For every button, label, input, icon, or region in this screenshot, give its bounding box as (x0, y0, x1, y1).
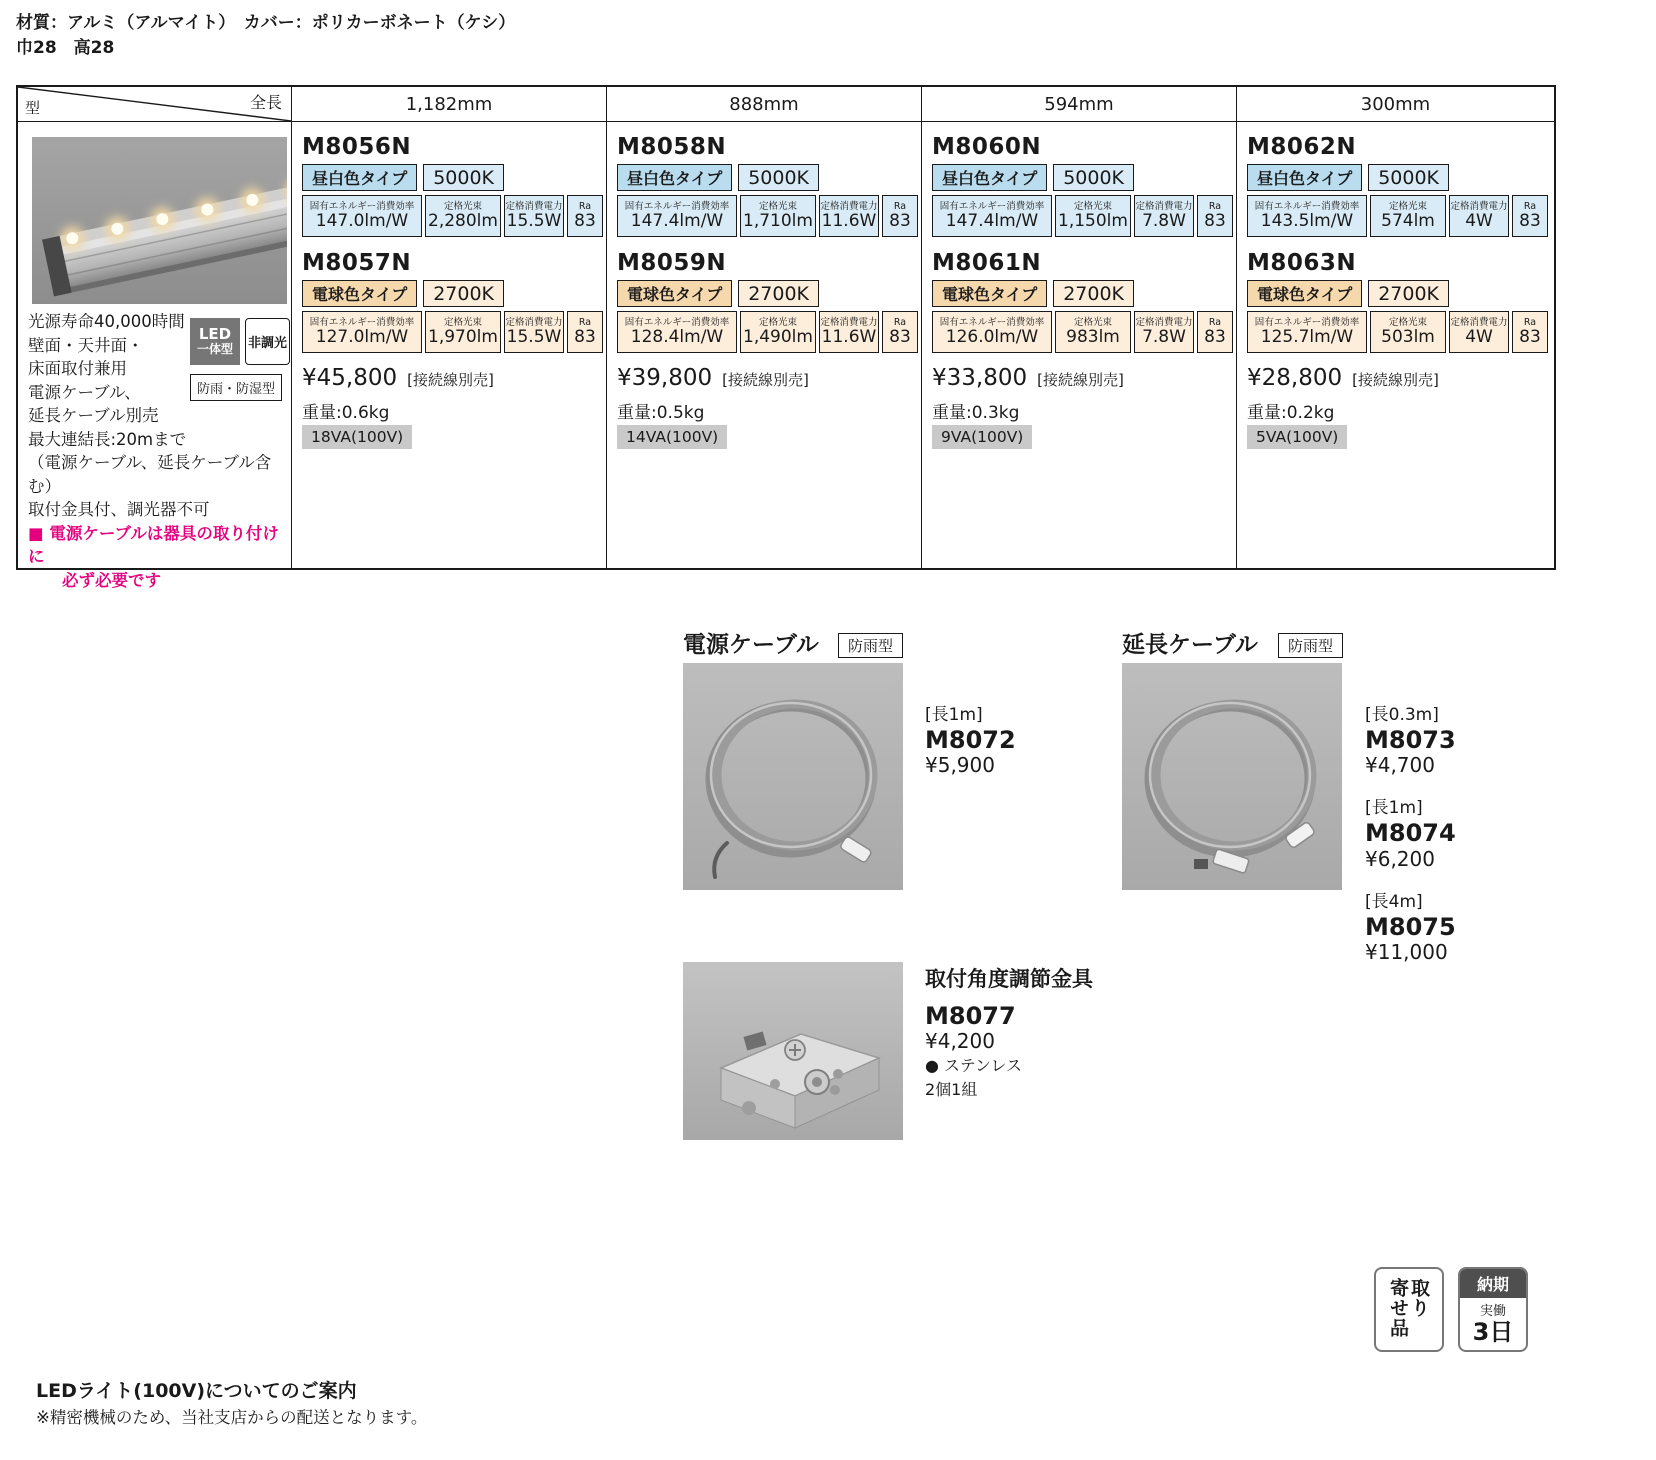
color-type-row (617, 164, 819, 191)
rainproof-badge: 防雨型 (1278, 633, 1343, 658)
va-badge: 5VA(100V) (1247, 425, 1347, 449)
spec-value: 125.7lm/W (1260, 326, 1354, 347)
spec-label: 定格消費電力 (505, 316, 563, 328)
spec-flux (1055, 311, 1131, 353)
spec-power (1449, 311, 1509, 353)
color-temp-value: 5000K (1368, 164, 1449, 191)
spec-efficiency (302, 195, 422, 237)
spec-value: 1,970lm (428, 326, 498, 347)
price-note: [接続線別売] (1352, 371, 1439, 389)
spec-ra (1512, 195, 1548, 237)
accessory-price: ¥4,700 (1365, 753, 1435, 778)
spec-label: 固有エネルギー消費効率 (624, 316, 730, 328)
spec-flux (425, 311, 501, 353)
spec-flux (1370, 195, 1446, 237)
corner-model-label: 型 (25, 99, 41, 117)
accessory-price: ¥11,000 (1365, 940, 1448, 965)
color-temp-value: 2700K (738, 280, 819, 307)
va-badge: 14VA(100V) (617, 425, 727, 449)
spec-value: 83 (1204, 210, 1226, 231)
color-type-badge: 電球色タイプ (1247, 280, 1362, 307)
spec-label: 定格光束 (443, 200, 482, 212)
delivery-days: 3日 (1472, 1318, 1514, 1346)
price: ¥39,800 (617, 365, 713, 391)
spec-value: 147.4lm/W (945, 210, 1039, 231)
spec-label: 固有エネルギー消費効率 (309, 200, 415, 212)
spec-ra (1197, 311, 1233, 353)
spec-value: 83 (574, 326, 596, 347)
accessory-item (1365, 700, 1456, 778)
color-temp-value: 2700K (1053, 280, 1134, 307)
spec-value: 4W (1465, 326, 1493, 347)
rainproof-badge: 防雨型 (838, 633, 903, 658)
spec-power (504, 311, 564, 353)
cable-length: [長1m] (1365, 798, 1423, 819)
price-row (932, 365, 1124, 391)
price: ¥28,800 (1247, 365, 1343, 391)
led-bar-photo (32, 137, 287, 304)
spec-row (932, 195, 1233, 237)
price: ¥45,800 (302, 365, 398, 391)
spec-row (302, 311, 603, 353)
model-number: M8061N (932, 250, 1042, 276)
spec-label: 定格消費電力 (820, 200, 878, 212)
description-line: 延長ケーブル別売 (28, 406, 159, 425)
spec-value: 983lm (1066, 326, 1120, 347)
color-type-row (932, 280, 1134, 307)
spec-flux (740, 311, 816, 353)
spec-label: 定格消費電力 (1135, 316, 1193, 328)
material-line: 材質：アルミ（アルマイト） カバー：ポリカーボネート（ケシ） (16, 13, 516, 33)
spec-ra (1197, 195, 1233, 237)
spec-value: 2,280lm (428, 210, 498, 231)
spec-value: 1,710lm (743, 210, 813, 231)
color-type-row (617, 280, 819, 307)
spec-label: Ra (1208, 200, 1222, 212)
spec-value: 126.0lm/W (945, 326, 1039, 347)
spec-label: 定格光束 (758, 316, 797, 328)
color-type-badge: 電球色タイプ (617, 280, 732, 307)
cable-length: [長1m] (925, 705, 983, 725)
length-header: 888mm (607, 87, 922, 122)
length-header: 300mm (1237, 87, 1554, 122)
model-number: M8062N (1247, 134, 1357, 160)
weight: 重量:0.3kg (932, 403, 1020, 423)
accessory-price: ¥5,900 (925, 753, 995, 778)
cable-length: [長0.3m] (1365, 705, 1439, 725)
extension-cable-title: 延長ケーブル (1122, 632, 1258, 658)
spec-label: 定格光束 (1073, 316, 1112, 328)
model-number: M8060N (932, 134, 1042, 160)
spec-value: 15.5W (506, 326, 562, 347)
spec-label: Ra (1523, 316, 1537, 328)
spec-value: 147.0lm/W (315, 210, 409, 231)
spec-label: 定格消費電力 (1450, 200, 1508, 212)
spec-power (1134, 311, 1194, 353)
accessory-price: ¥4,200 (925, 1029, 995, 1054)
spec-flux (740, 195, 816, 237)
accessory-item (1365, 793, 1456, 871)
spec-value: 83 (1204, 326, 1226, 347)
description-line: 取付金具付、調光器不可 (28, 500, 210, 519)
product-column-300mm (1237, 122, 1554, 568)
spec-value: 83 (1519, 210, 1541, 231)
led-badge-line2: 一体型 (196, 342, 233, 357)
color-type-badge: 昼白色タイプ (1247, 164, 1362, 191)
bracket-set: 2個1組 (925, 1079, 978, 1099)
spec-power (504, 195, 564, 237)
price-note: [接続線別売] (407, 371, 494, 389)
spec-label: 固有エネルギー消費効率 (939, 316, 1045, 328)
spec-value: 83 (889, 326, 911, 347)
extension-cable-info (1365, 700, 1456, 980)
spec-label: 定格光束 (1388, 200, 1427, 212)
spec-label: 固有エネルギー消費効率 (309, 316, 415, 328)
description-line: 壁面・天井面・ (28, 335, 144, 355)
dimensions-line: 巾28 高28 (16, 38, 115, 58)
model-number: M8056N (302, 134, 412, 160)
spec-value: 1,150lm (1058, 210, 1128, 231)
spec-value: 1,490lm (743, 326, 813, 347)
color-type-badge: 電球色タイプ (932, 280, 1047, 307)
color-temp-value: 5000K (738, 164, 819, 191)
product-spec-table (16, 85, 1556, 590)
delivery-sub: 実働 (1479, 1304, 1506, 1319)
color-type-row (302, 280, 504, 307)
spec-efficiency (932, 195, 1052, 237)
spec-flux (425, 195, 501, 237)
cable-length: [長4m] (1365, 891, 1423, 912)
spec-efficiency (617, 195, 737, 237)
led-notice-title: LEDライト(100V)についてのご案内 (36, 1380, 357, 1402)
spec-label: 定格光束 (443, 316, 482, 328)
bracket-title: 取付角度調節金具 (925, 967, 1093, 991)
spec-value: 128.4lm/W (630, 326, 724, 347)
spec-row (932, 311, 1233, 353)
spec-flux (1055, 195, 1131, 237)
bracket-photo (683, 962, 903, 1140)
spec-value: 11.6W (821, 210, 877, 231)
spec-power (1134, 195, 1194, 237)
description-line: 床面取付兼用 (28, 359, 127, 378)
spec-value: 147.4lm/W (630, 210, 724, 231)
length-header: 594mm (922, 87, 1237, 122)
spec-label: Ra (578, 316, 592, 328)
length-header: 1,182mm (292, 87, 607, 122)
spec-value: 7.8W (1142, 210, 1186, 231)
spec-value: 574lm (1381, 210, 1435, 231)
spec-power (819, 311, 879, 353)
spec-value: 127.0lm/W (315, 326, 409, 347)
weatherproof-badge: 防雨・防湿型 (190, 374, 282, 401)
spec-label: 定格光束 (1388, 316, 1427, 328)
accessory-model: M8072 (925, 726, 1016, 754)
color-type-row (932, 164, 1134, 191)
spec-ra (567, 311, 603, 353)
color-temp-value: 2700K (1368, 280, 1449, 307)
spec-label: 定格光束 (758, 200, 797, 212)
accessory-model: M8077 (925, 1002, 1016, 1030)
color-type-badge: 昼白色タイプ (617, 164, 732, 191)
spec-value: 83 (574, 210, 596, 231)
spec-label: Ra (1208, 316, 1222, 328)
price-row (302, 365, 494, 391)
spec-label: Ra (893, 316, 907, 328)
spec-efficiency (302, 311, 422, 353)
spec-row (617, 311, 918, 353)
accessory-model: M8073 (1365, 726, 1456, 754)
description-line: 光源寿命40,000時間 (28, 312, 185, 331)
color-type-row (1247, 280, 1449, 307)
spec-ra (882, 311, 918, 353)
bracket-info (925, 963, 1093, 1101)
spec-label: 定格光束 (1073, 200, 1112, 212)
accessory-item (1365, 887, 1456, 965)
spec-value: 83 (889, 210, 911, 231)
product-description (28, 310, 288, 592)
color-type-badge: 電球色タイプ (302, 280, 417, 307)
price-row (617, 365, 809, 391)
spec-value: 7.8W (1142, 326, 1186, 347)
spec-ra (567, 195, 603, 237)
backorder-badge (1374, 1267, 1444, 1352)
spec-flux (1370, 311, 1446, 353)
weight: 重量:0.6kg (302, 403, 390, 423)
description-line: 最大連結長:20mまで (28, 429, 187, 449)
cable-required-note: 必ず必要です (62, 570, 161, 590)
delivery-header: 納期 (1460, 1269, 1526, 1298)
spec-value: 15.5W (506, 210, 562, 231)
power-cable-title: 電源ケーブル (683, 632, 819, 658)
spec-label: Ra (578, 200, 592, 212)
spec-label: Ra (1523, 200, 1537, 212)
weight: 重量:0.5kg (617, 403, 705, 423)
led-notice-body: ※精密機械のため、当社支店からの配送となります。 (36, 1408, 428, 1427)
product-info-cell (18, 122, 292, 590)
model-number: M8058N (617, 134, 727, 160)
price-note: [接続線別売] (1037, 371, 1124, 389)
spec-power (819, 195, 879, 237)
spec-row (1247, 195, 1548, 237)
color-temp-value: 5000K (423, 164, 504, 191)
description-line: （電源ケーブル、延長ケーブル含む） (28, 453, 272, 496)
bracket-material: ● ステンレス (925, 1056, 1023, 1076)
spec-label: 定格消費電力 (505, 200, 563, 212)
power-cable-photo (683, 663, 903, 890)
spec-row (1247, 311, 1548, 353)
spec-value: 503lm (1381, 326, 1435, 347)
description-line: 電源ケーブル、 (28, 382, 141, 402)
color-temp-value: 2700K (423, 280, 504, 307)
spec-label: 定格消費電力 (1135, 200, 1193, 212)
delivery-badge (1458, 1267, 1528, 1352)
model-number: M8057N (302, 250, 412, 276)
non-dimming-badge: 非調光 (245, 318, 290, 365)
accessory-model: M8074 (1365, 819, 1456, 848)
spec-label: 定格消費電力 (820, 316, 878, 328)
spec-label: 固有エネルギー消費効率 (624, 200, 730, 212)
model-number: M8059N (617, 250, 727, 276)
accessory-item (925, 700, 1016, 778)
model-number: M8063N (1247, 250, 1357, 276)
led-badge-line1: LED (198, 325, 232, 344)
product-column-594mm (922, 122, 1237, 568)
backorder-text: 取り (1408, 1278, 1430, 1318)
corner-length-label: 全長 (249, 93, 282, 112)
spec-ra (1512, 311, 1548, 353)
spec-label: 固有エネルギー消費効率 (939, 200, 1045, 212)
price: ¥33,800 (932, 365, 1028, 391)
backorder-text: 寄せ品 (1387, 1278, 1409, 1338)
price-row (1247, 365, 1439, 391)
spec-ra (882, 195, 918, 237)
va-badge: 9VA(100V) (932, 425, 1032, 449)
spec-value: 83 (1519, 326, 1541, 347)
extension-cable-photo (1122, 663, 1342, 890)
spec-efficiency (1247, 195, 1367, 237)
spec-value: 11.6W (821, 326, 877, 347)
spec-value: 143.5lm/W (1260, 210, 1354, 231)
color-type-badge: 昼白色タイプ (932, 164, 1047, 191)
power-cable-info (925, 700, 1016, 793)
spec-efficiency (932, 311, 1052, 353)
spec-label: 定格消費電力 (1450, 316, 1508, 328)
spec-efficiency (617, 311, 737, 353)
accessory-price: ¥6,200 (1365, 846, 1435, 871)
weight: 重量:0.2kg (1247, 403, 1335, 423)
spec-value: 4W (1465, 210, 1493, 231)
cable-required-note: ■ 電源ケーブルは器具の取り付けに (28, 523, 279, 566)
table-corner-cell (18, 87, 292, 122)
color-type-row (302, 164, 504, 191)
spec-row (302, 195, 603, 237)
spec-power (1449, 195, 1509, 237)
color-type-badge: 昼白色タイプ (302, 164, 417, 191)
accessory-model: M8075 (1365, 912, 1456, 941)
color-temp-value: 5000K (1053, 164, 1134, 191)
spec-label: 固有エネルギー消費効率 (1254, 200, 1360, 212)
spec-label: 固有エネルギー消費効率 (1254, 316, 1360, 328)
product-column-888mm (607, 122, 922, 568)
product-column-1182mm (292, 122, 607, 568)
spec-efficiency (1247, 311, 1367, 353)
color-type-row (1247, 164, 1449, 191)
va-badge: 18VA(100V) (302, 425, 412, 449)
price-note: [接続線別売] (722, 371, 809, 389)
spec-label: Ra (893, 200, 907, 212)
spec-row (617, 195, 918, 237)
